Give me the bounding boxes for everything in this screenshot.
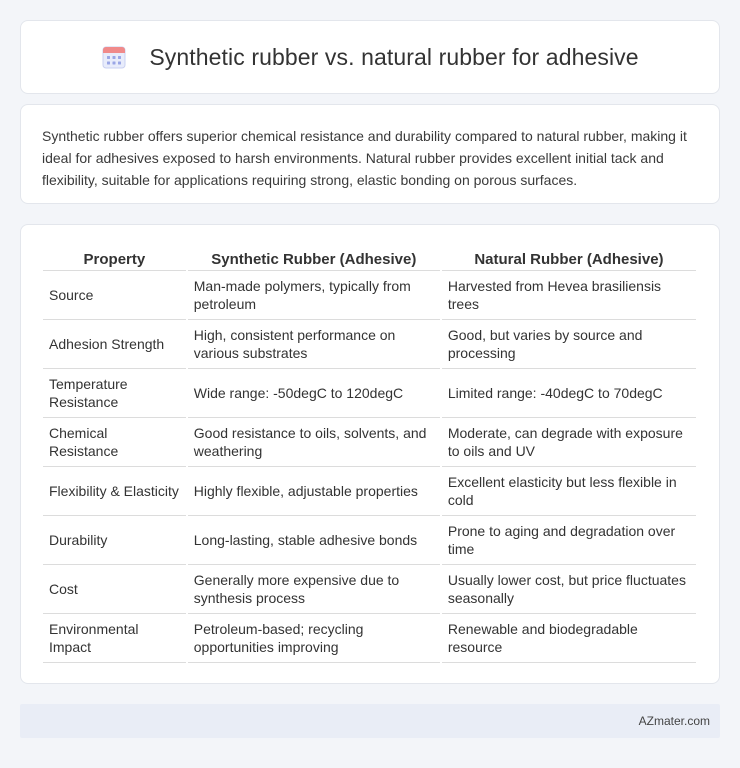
- property-cell: Flexibility & Elasticity: [43, 467, 186, 516]
- property-cell: Chemical Resistance: [43, 418, 186, 467]
- column-header-property: Property: [43, 245, 186, 271]
- footer-bar: [20, 704, 720, 738]
- natural-cell: Moderate, can degrade with exposure to oils and UV: [442, 418, 696, 467]
- synthetic-cell: Long-lasting, stable adhesive bonds: [188, 516, 440, 565]
- natural-cell: Harvested from Hevea brasiliensis trees: [442, 271, 696, 320]
- property-cell: Cost: [43, 565, 186, 614]
- table-row: [43, 467, 696, 516]
- footer-brand: AZmater.com: [638, 714, 710, 728]
- natural-cell: Usually lower cost, but price fluctuates seasonally: [442, 565, 696, 614]
- synthetic-cell: Generally more expensive due to synthesis process: [188, 565, 440, 614]
- synthetic-cell: High, consistent performance on various substrates: [188, 320, 440, 369]
- natural-cell: Prone to aging and degradation over time: [442, 516, 696, 565]
- synthetic-cell: Good resistance to oils, solvents, and weathering: [188, 418, 440, 467]
- table-row: [43, 320, 696, 369]
- comparison-table: [41, 245, 698, 663]
- property-cell: Adhesion Strength: [43, 320, 186, 369]
- natural-cell: Good, but varies by source and processing: [442, 320, 696, 369]
- table-row: [43, 271, 696, 320]
- intro-card: [20, 104, 720, 204]
- table-row: [43, 614, 696, 663]
- column-header-natural: Natural Rubber (Adhesive): [442, 245, 696, 271]
- property-cell: Temperature Resistance: [43, 369, 186, 418]
- natural-cell: Excellent elasticity but less flexible in cold: [442, 467, 696, 516]
- table-row: [43, 369, 696, 418]
- synthetic-cell: Highly flexible, adjustable properties: [188, 467, 440, 516]
- comparison-card: [20, 224, 720, 684]
- table-row: [43, 418, 696, 467]
- natural-cell: Renewable and biodegradable resource: [442, 614, 696, 663]
- column-header-synthetic: Synthetic Rubber (Adhesive): [188, 245, 440, 271]
- property-cell: Source: [43, 271, 186, 320]
- synthetic-cell: Petroleum-based; recycling opportunities improving: [188, 614, 440, 663]
- intro-text: Synthetic rubber offers superior chemical resistance and durability compared to natural rubber, making it ideal for adhesives exposed to harsh environments. Natural rubber provides excellent initial tack and flexibility, suitable for applications requiring strong, elastic bonding on porous surfaces.: [42, 128, 687, 188]
- synthetic-cell: Man-made polymers, typically from petroleum: [188, 271, 440, 320]
- table-row: [43, 516, 696, 565]
- property-cell: Environmental Impact: [43, 614, 186, 663]
- natural-cell: Limited range: -40degC to 70degC: [442, 369, 696, 418]
- table-header-row: [43, 245, 696, 271]
- property-cell: Durability: [43, 516, 186, 565]
- page-title: Synthetic rubber vs. natural rubber for adhesive: [149, 43, 639, 70]
- table-row: [43, 565, 696, 614]
- calendar-icon: [101, 44, 127, 70]
- synthetic-cell: Wide range: -50degC to 120degC: [188, 369, 440, 418]
- title-card: [20, 20, 720, 94]
